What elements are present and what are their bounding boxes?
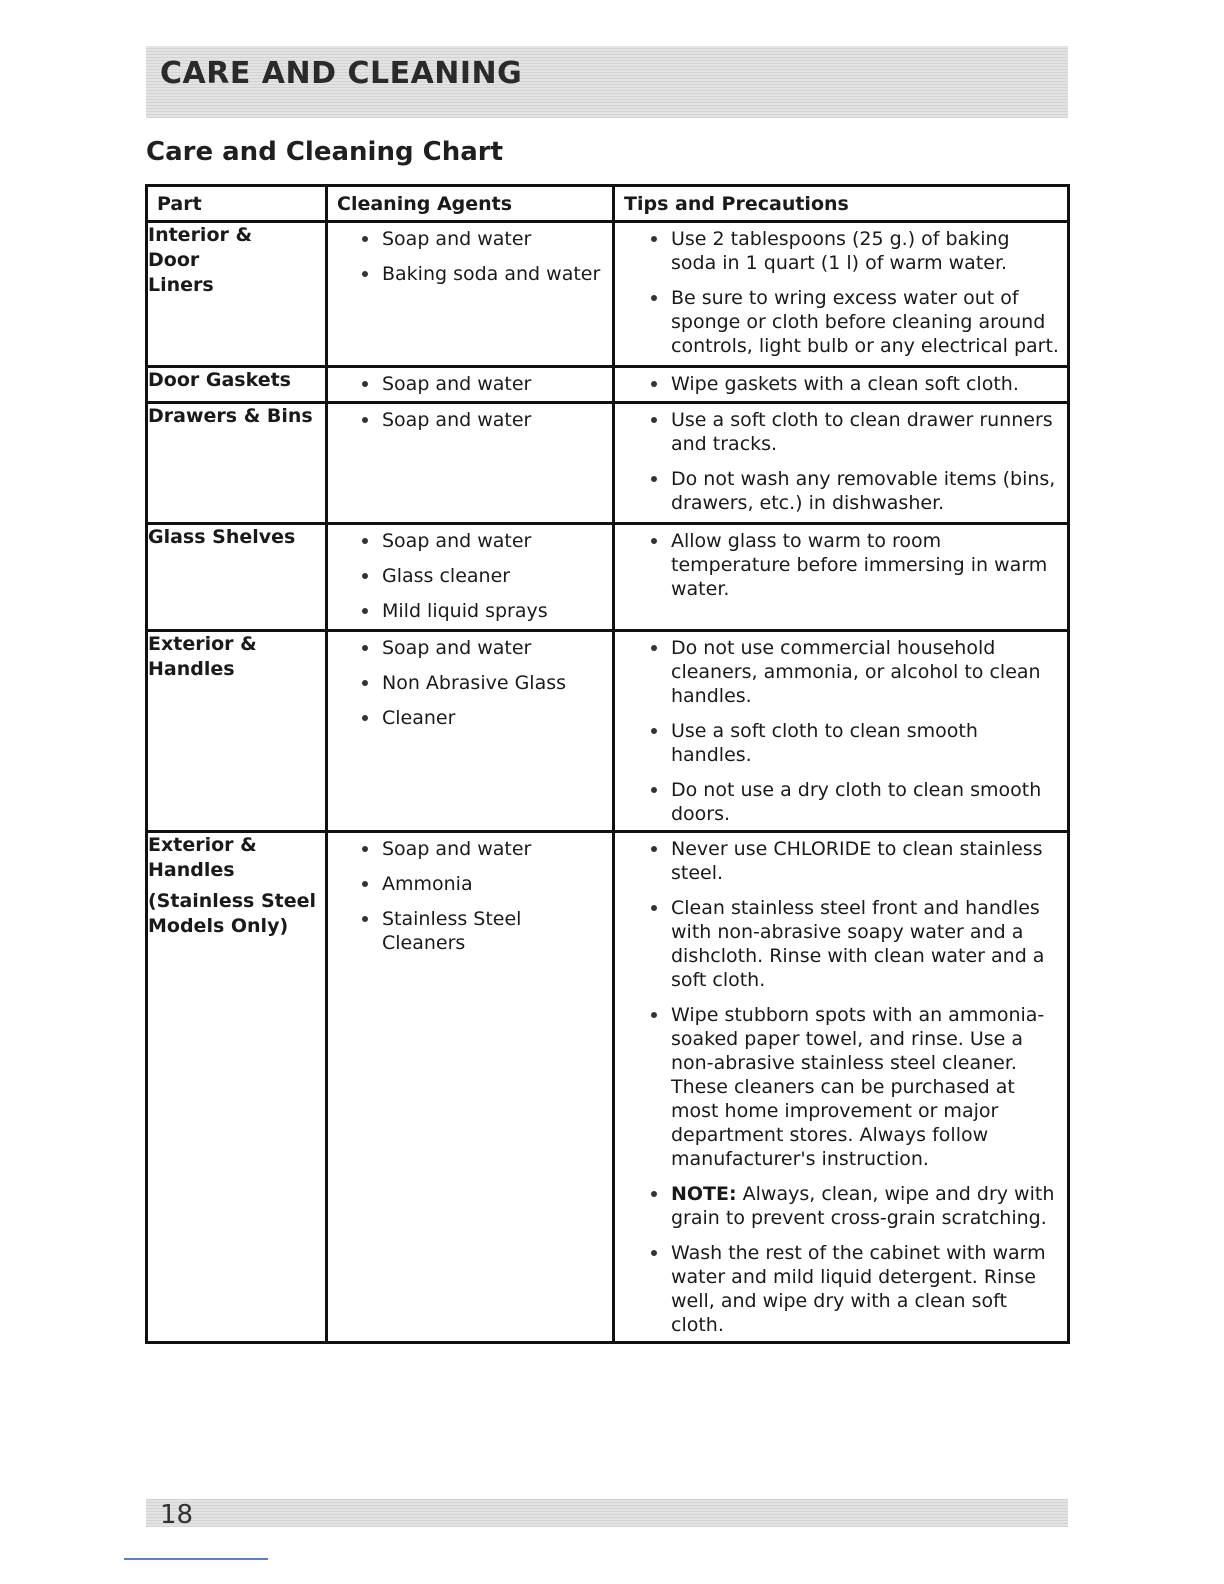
tip-item: Wipe stubborn spots with an ammonia-soaked paper towel, and rinse. Use a non-abrasive stainless steel cleaner. These cleaners can be purchased at most home improvement or major department stores. Always follow manufacturer's instruction. <box>615 1003 1059 1171</box>
table-header-row <box>147 186 1069 222</box>
agent-item: Stainless Steel Cleaners <box>328 907 604 955</box>
chart-title: Care and Cleaning Chart <box>146 137 504 167</box>
agent-item: Soap and water <box>328 227 604 251</box>
tip-item: Wash the rest of the cabinet with warm water and mild liquid detergent. Rinse well, and wipe dry with a clean soft cloth. <box>615 1241 1059 1337</box>
footer-link-underline <box>124 1558 268 1560</box>
tip-item: Never use CHLORIDE to clean stainless steel. <box>615 837 1059 885</box>
part-name: Glass Shelves <box>148 526 296 548</box>
part-cell <box>147 222 327 367</box>
part-cell <box>147 403 327 524</box>
column-header-part: Part <box>147 186 327 222</box>
part-name: Exterior & <box>148 633 257 655</box>
tip-item: Use 2 tablespoons (25 g.) of baking soda in 1 quart (1 l) of warm water. <box>615 227 1059 275</box>
agent-item: Non Abrasive Glass <box>328 671 604 695</box>
tip-item: Do not use commercial household cleaners, ammonia, or alcohol to clean handles. <box>615 636 1059 708</box>
agents-cell <box>327 222 614 367</box>
part-note <box>148 889 325 939</box>
tip-item: Allow glass to warm to room temperature before immersing in warm water. <box>615 529 1059 601</box>
part-note-line: Models Only) <box>148 915 289 937</box>
part-cell <box>147 631 327 832</box>
agent-item: Glass cleaner <box>328 564 604 588</box>
tips-cell <box>614 222 1069 367</box>
part-name: Interior & <box>148 224 253 246</box>
tips-cell <box>614 631 1069 832</box>
page-number: 18 <box>160 1500 194 1530</box>
tip-item: Do not use a dry cloth to clean smooth doors. <box>615 778 1059 826</box>
agent-item: Soap and water <box>328 408 604 432</box>
part-cell <box>147 832 327 1343</box>
tips-cell <box>614 403 1069 524</box>
part-cell <box>147 367 327 403</box>
part-name: Drawers & Bins <box>148 405 313 427</box>
agent-item: Soap and water <box>328 636 604 660</box>
agent-item: Cleaner <box>328 706 604 730</box>
table-row <box>147 403 1069 524</box>
agents-cell <box>327 403 614 524</box>
tips-cell <box>614 832 1069 1343</box>
tips-cell <box>614 524 1069 631</box>
agent-item: Baking soda and water <box>328 262 604 286</box>
part-name: Handles <box>148 859 235 881</box>
agent-item: Ammonia <box>328 872 604 896</box>
agent-item: Soap and water <box>328 372 604 396</box>
table-row <box>147 222 1069 367</box>
agents-cell <box>327 832 614 1343</box>
table-row <box>147 631 1069 832</box>
part-name: Door <box>148 249 200 271</box>
part-name: Handles <box>148 658 235 680</box>
agents-cell <box>327 367 614 403</box>
tip-item-note <box>615 1182 1059 1230</box>
tip-item: Do not wash any removable items (bins, drawers, etc.) in dishwasher. <box>615 467 1059 515</box>
table-row <box>147 367 1069 403</box>
agent-item: Soap and water <box>328 837 604 861</box>
tip-item: Use a soft cloth to clean smooth handles. <box>615 719 1059 767</box>
agent-item: Soap and water <box>328 529 604 553</box>
section-title: CARE AND CLEANING <box>160 56 523 91</box>
tip-item: Be sure to wring excess water out of sponge or cloth before cleaning around controls, light bulb or any electrical part. <box>615 286 1059 358</box>
care-cleaning-table <box>145 184 1070 1344</box>
table-row <box>147 524 1069 631</box>
footer-band <box>146 1499 1068 1527</box>
column-header-tips: Tips and Precautions <box>614 186 1069 222</box>
agent-item: Mild liquid sprays <box>328 599 604 623</box>
tip-item: Use a soft cloth to clean drawer runners and tracks. <box>615 408 1059 456</box>
note-label: NOTE: <box>671 1183 737 1205</box>
part-cell <box>147 524 327 631</box>
part-note-line: (Stainless Steel <box>148 890 316 912</box>
agents-cell <box>327 524 614 631</box>
tip-item: Wipe gaskets with a clean soft cloth. <box>615 372 1059 396</box>
part-name: Door Gaskets <box>148 369 291 391</box>
part-name: Liners <box>148 274 214 296</box>
table-row <box>147 832 1069 1343</box>
tip-item: Clean stainless steel front and handles with non-abrasive soapy water and a dishcloth. Rinse with clean water and a soft cloth. <box>615 896 1059 992</box>
part-name: Exterior & <box>148 834 257 856</box>
agents-cell <box>327 631 614 832</box>
column-header-agents: Cleaning Agents <box>327 186 614 222</box>
note-text: Always, clean, wipe and dry with grain to prevent cross-grain scratching. <box>671 1183 1055 1229</box>
tips-cell <box>614 367 1069 403</box>
